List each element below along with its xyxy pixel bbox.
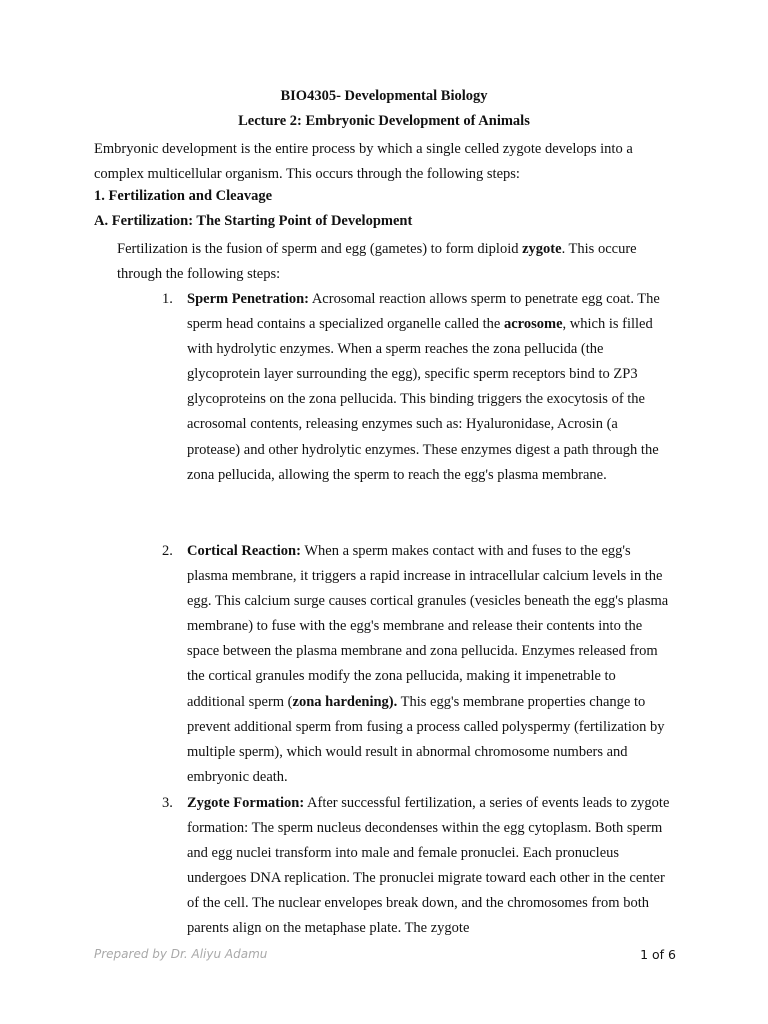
lecture-title: Lecture 2: Embryonic Development of Animals [238,113,530,129]
list-number: 1. [162,291,173,307]
fertilization-intro-text-end: . This occure through the following steps: [117,241,637,282]
list-item [162,791,674,941]
list-number: 2. [162,543,173,559]
list-item [162,539,674,790]
list-item-title: Cortical Reaction: [187,543,301,559]
list-item-text: Acrosomal reaction allows sperm to penetrate egg coat. The sperm head contains a specialized organelle called the [187,291,660,333]
list-item-content [187,287,674,488]
list-item-title: Sperm Penetration: [187,291,310,307]
key-term: acrosome [503,316,563,333]
fertilization-intro [117,237,677,287]
list-item [162,287,674,488]
key-term: zona hardening). [292,693,398,710]
list-item-content [187,791,674,941]
list-item-text: After successful fertilization, a series of events leads to zygote formation: The sperm nucleus decondenses within the egg cytoplasm. Both sperm and egg nuclei transform into male and female pronuclei. Each pronucleus undergoes DNA replication. The pronuclei migrate toward each other in the center of the cell. The nuclear envelopes break down, and the chromosomes from both parents align on the metaphase plate. The zygote [187,795,670,937]
list-item-text: When a sperm makes contact with and fuses to the egg's plasma membrane, it triggers a rapid increase in intracellular calcium levels in the egg. This calcium surge causes cortical granules (vesicles beneath the egg's plasma membrane) to fuse with the egg's membrane and release their contents into the space between the plasma membrane and zona pellucida. Enzymes released from the cortical granules modify the zona pellucida, making it impenetrable to additional sperm ( [187,543,669,710]
subsection-heading: A. Fertilization: The Starting Point of Development [94,213,413,229]
list-item-title: Zygote Formation: [187,795,305,811]
list-number: 3. [162,795,173,811]
intro-paragraph: Embryonic development is the entire process by which a single celled zygote develops into a complex multicellular organism. This occurs through the following steps: [94,141,633,182]
list-item-content [187,539,674,790]
fertilization-intro-text: Fertilization is the fusion of sperm and egg (gametes) to form diploid [117,241,523,257]
list-item-text-end: , which is filled with hydrolytic enzymes. When a sperm reaches the zona pellucida (the glycoprotein layer surrounding the egg), specific sperm receptors bind to ZP3 glycoproteins on the zona pellucida. This binding triggers the exocytosis of the acrosomal contents, releasing enzymes such as: Hyaluronidase, Acrosin (a protease) and other hydrolytic enzymes. These enzymes digest a path through the zona pellucida, allowing the sperm to reach the egg's plasma membrane. [187,316,659,483]
page-number: 1 of 6 [640,947,676,962]
footer-author: Prepared by Dr. Aliyu Adamu [94,947,268,961]
zygote-term: zygote [522,241,562,257]
course-title: BIO4305- Developmental Biology [280,88,488,104]
section-heading: 1. Fertilization and Cleavage [94,188,273,204]
list-item-text-end: This egg's membrane properties change to prevent additional sperm from fusing a process called polyspermy (fertilization by multiple sperm), which would result in abnormal chromosome numbers and embryonic death. [187,693,665,785]
